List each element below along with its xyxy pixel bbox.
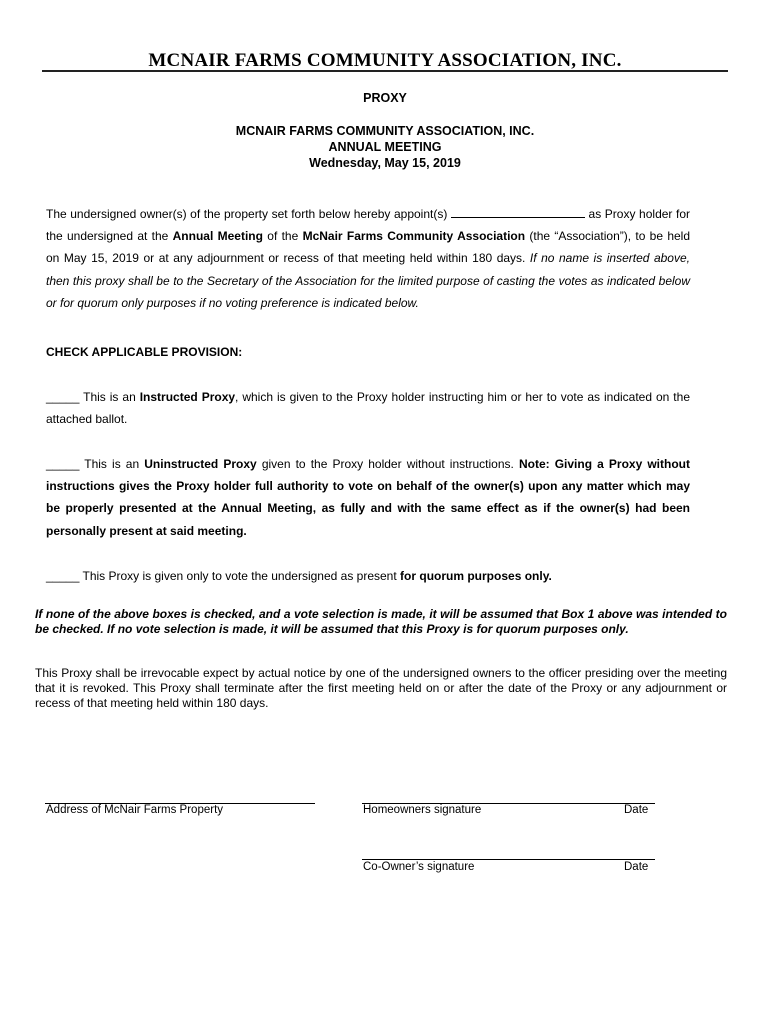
instructed-text-1: This is an [83,390,136,404]
instructed-proxy-label: Instructed Proxy [139,390,236,404]
intro-text-3: of the [267,229,299,244]
address-label: Address of McNair Farms Property [46,804,224,816]
meeting-date: Wednesday, May 15, 2019 [309,156,461,170]
intro-paragraph [46,203,690,314]
instructed-text-2: , which is given to the Proxy holder instructing him or her to vote as indicated on the attached ballot. [46,390,690,427]
coowner-signature-line[interactable] [362,859,655,860]
homeowner-date-label: Date [624,804,649,816]
uninstructed-text-1: This is an [84,457,140,471]
quorum-blank[interactable]: _____ [46,569,80,583]
meeting-name: ANNUAL MEETING [328,140,442,154]
uninstructed-blank[interactable]: _____ [46,457,80,471]
document-title: PROXY [363,91,407,105]
intro-text-2: as Proxy holder for the undersigned at the [46,207,690,244]
org-name: MCNAIR FARMS COMMUNITY ASSOCIATION, INC. [235,124,535,138]
letterhead-rule [42,70,728,72]
homeowner-signature-label: Homeowners signature [363,804,482,816]
intro-text-4: (the “Association”), to be held on May 15, 2019 or at any adjournment or recess of that meeting held within 180 days. [46,229,691,266]
uninstructed-proxy-option [46,453,690,542]
uninstructed-proxy-label: Uninstructed Proxy [144,457,257,471]
coowner-signature-label: Co-Owner’s signature [363,861,475,873]
annual-meeting-text: Annual Meeting [172,229,263,244]
coowner-date-label: Date [624,861,649,873]
unchecked-notice: If none of the above boxes is checked, and a vote selection is made, it will be assumed that Box 1 above was intended to be checked. If no vote selection is made, it will be assumed that this Proxy is for quorum purposes only. [35,607,727,636]
quorum-label: for quorum purposes only. [400,569,552,583]
default-proxy-text: If no name is inserted above, then this proxy shall be to the Secretary of the Association for the limited purpose of casting the votes as indicated below or for quorum only purposes if no voting preference is indicated below. [46,251,690,310]
irrevocable-paragraph: This Proxy shall be irrevocable expect by actual notice by one of the undersigned owners to the officer presiding over the meeting that it is revoked. This Proxy shall terminate after the first meeting held on or after the date of the Proxy or any adjournment or recess of that meeting held within 180 days. [35,666,727,710]
letterhead: MCNAIR FARMS COMMUNITY ASSOCIATION, INC. [148,50,622,71]
association-name-text: McNair Farms Community Association [302,229,526,244]
uninstructed-text-2: given to the Proxy holder without instructions. [261,457,514,471]
uninstructed-note: Note: Giving a Proxy without instructions gives the Proxy holder full authority to vote on behalf of the owner(s) upon any matter which may be properly presented at the Annual Meeting, as fully and with the same effect as if the owner(s) had been personally present at said meeting. [46,457,691,538]
quorum-text-1: This Proxy is given only to vote the undersigned as present [82,569,397,583]
intro-text-1: The undersigned owner(s) of the property set forth below hereby appoint(s) [46,207,448,221]
provision-heading: CHECK APPLICABLE PROVISION: [46,345,243,359]
instructed-blank[interactable]: _____ [46,390,80,404]
instructed-proxy-option [46,386,690,430]
quorum-proxy-option [46,565,690,587]
proxy-name-blank[interactable] [451,205,585,218]
